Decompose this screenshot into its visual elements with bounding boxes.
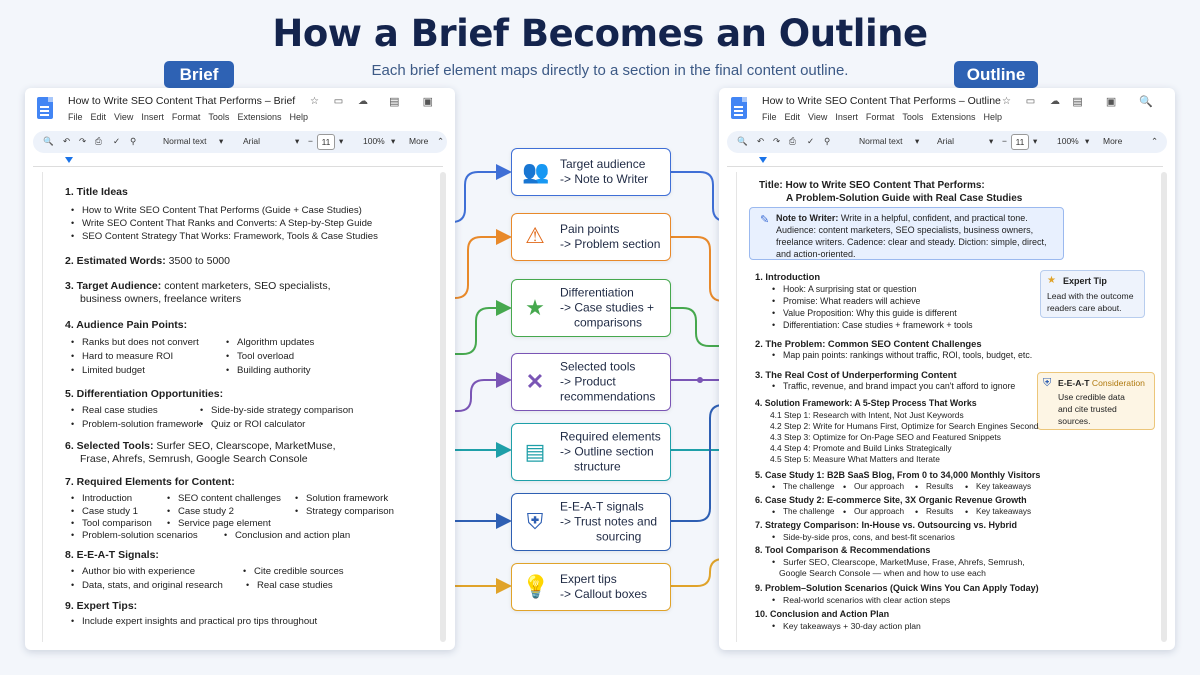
chevron-up-icon[interactable]: ⌃ xyxy=(1151,136,1159,146)
list-item: • Traffic, revenue, and brand impact you can't afford to ignore xyxy=(783,381,1015,391)
outline-section-1: 1. Introduction xyxy=(755,271,821,282)
comment-present-search-icons[interactable]: ▤ ▣ 🔍 xyxy=(1072,96,1163,108)
mapping-selected-tools xyxy=(511,353,671,411)
expert-tip-line-2: readers care about. xyxy=(1047,303,1122,313)
note-to-writer-box xyxy=(749,207,1064,260)
expert-tip-callout xyxy=(1040,270,1145,318)
list-item: • Data, stats, and original research xyxy=(82,579,223,593)
lightbulb-icon: 💡 xyxy=(522,574,550,599)
font-select[interactable]: Arial xyxy=(243,136,261,146)
brief-audience-cont: business owners, freelance writers xyxy=(80,293,242,305)
list-item: • Conclusion and action plan xyxy=(235,529,350,543)
outline-title: Title: How to Write SEO Content That Performs: xyxy=(759,180,985,191)
outline-section-8: 8. Tool Comparison & Recommendations xyxy=(755,545,931,555)
list-item: • Map pain points: rankings without traffic, ROI, tools, budget, etc. xyxy=(783,350,1032,360)
list-item: 4.3 Step 3: Optimize for On-Page SEO and Featured Snippets xyxy=(770,432,1001,442)
outline-title-cont: A Problem-Solution Guide with Real Case Studies xyxy=(786,193,1023,204)
brief-scrollbar[interactable] xyxy=(440,172,446,642)
menu-view[interactable]: View xyxy=(114,112,134,122)
paint-format-icon[interactable]: ⚲ xyxy=(824,136,831,146)
list-item: • Case study 2 xyxy=(178,505,234,519)
brief-doc-name[interactable]: How to Write SEO Content That Performs – Brief xyxy=(68,95,296,107)
eeat-line-1: Use credible data xyxy=(1058,392,1125,402)
list-item: • Service page element xyxy=(178,517,271,531)
eeat-title: E-E-A-T Consideration xyxy=(1058,378,1145,388)
eeat-consideration-callout xyxy=(1037,372,1155,430)
outline-tag: Outline xyxy=(954,61,1038,88)
list-item: • The challenge xyxy=(783,507,834,516)
spellcheck-icon[interactable]: ✓ xyxy=(113,136,121,146)
menu-help[interactable]: Help xyxy=(289,112,308,122)
outline-section-2: 2. The Problem: Common SEO Content Challenges xyxy=(755,338,982,349)
list-item: • Author bio with experience xyxy=(82,565,195,579)
brief-tools: 6. Selected Tools: Surfer SEO, Clearscope, MarketMuse, xyxy=(65,440,336,452)
brief-pain-heading: 4. Audience Pain Points: xyxy=(65,319,188,331)
shield-icon: ⛨ xyxy=(526,509,544,534)
mapping-eeat-signals xyxy=(511,493,671,551)
mapping-required-elements xyxy=(511,423,671,481)
list-item: 4.4 Step 4: Promote and Build Links Strategically xyxy=(770,443,952,453)
style-select[interactable]: Normal text xyxy=(859,136,903,146)
mapping-label: Expert tips -> Callout boxes xyxy=(560,572,648,601)
docs-icon[interactable] xyxy=(731,97,747,119)
menu-format[interactable]: Format xyxy=(865,112,895,122)
chevron-down-icon[interactable]: ▾ xyxy=(915,136,920,146)
star-folder-cloud-icons[interactable]: ☆ ▭ ☁ xyxy=(1002,96,1066,107)
outline-ruler xyxy=(727,157,1163,167)
undo-icon[interactable]: ↶ xyxy=(63,136,71,146)
brief-required-heading: 7. Required Elements for Content: xyxy=(65,476,235,488)
mapping-differentiation xyxy=(511,279,671,337)
brief-tips-heading: 9. Expert Tips: xyxy=(65,600,138,612)
menu-insert[interactable]: Insert xyxy=(141,112,164,122)
note-line-2: Audience: content marketers, SEO specialists, business owners, xyxy=(776,225,1034,235)
menu-extensions[interactable]: Extensions xyxy=(931,112,976,122)
plus-icon[interactable]: ▾ xyxy=(1033,136,1038,146)
list-item: • Tool comparison xyxy=(82,517,152,531)
outline-section-10: 10. Conclusion and Action Plan xyxy=(755,609,890,619)
list-item: • Solution framework xyxy=(306,492,388,506)
list-item: • Real case studies xyxy=(257,579,333,593)
pencil-icon: ✎ xyxy=(760,214,770,226)
brief-words: 2. Estimated Words: 3500 to 5000 xyxy=(65,255,230,267)
list-item: • Side-by-side pros, cons, and best-fit scenarios xyxy=(783,532,955,542)
list-item: • Hook: A surprising stat or question xyxy=(783,284,917,294)
menu-file[interactable]: File xyxy=(762,112,777,122)
expert-tip-line-1: Lead with the outcome xyxy=(1047,291,1134,301)
list-item: • Problem-solution framework xyxy=(82,418,201,432)
brief-tools-cont: Frase, Ahrefs, Semrush, Google Search Console xyxy=(80,453,308,465)
search-icon[interactable]: 🔍 xyxy=(737,136,748,146)
list-item: • SEO content challenges xyxy=(178,492,281,506)
zoom-select[interactable]: 100% xyxy=(363,136,385,146)
redo-icon[interactable]: ↷ xyxy=(79,136,87,146)
list-item: • Promise: What readers will achieve xyxy=(783,296,920,306)
minus-icon[interactable]: − xyxy=(308,136,313,146)
expert-tip-title: Expert Tip xyxy=(1063,276,1107,286)
chevron-down-icon[interactable]: ▾ xyxy=(295,136,300,146)
outline-scrollbar[interactable] xyxy=(1161,172,1167,642)
plus-icon[interactable]: ▾ xyxy=(339,136,344,146)
brief-ruler xyxy=(33,157,443,167)
mapping-label: E-E-A-T signals -> Trust notes and sourcing xyxy=(560,499,658,544)
indent-marker[interactable] xyxy=(65,157,73,163)
print-icon[interactable]: ⎙ xyxy=(95,136,102,146)
mapping-label: Selected tools -> Product recommendations xyxy=(560,359,656,404)
brief-vertical-ruler xyxy=(33,172,43,642)
star-folder-cloud-icons[interactable]: ☆ ▭ ☁ xyxy=(310,96,374,107)
paint-format-icon[interactable]: ⚲ xyxy=(130,136,137,146)
chevron-down-icon[interactable]: ▾ xyxy=(1085,136,1090,146)
mapping-target-audience xyxy=(511,148,671,196)
menu-edit[interactable]: Edit xyxy=(784,112,801,122)
list-item: • Key takeaways xyxy=(976,482,1031,491)
eeat-line-3: sources. xyxy=(1058,416,1091,426)
mapping-label: Pain points -> Problem section xyxy=(560,222,661,251)
comment-present-icons[interactable]: ▤ ▣ xyxy=(389,96,443,108)
brief-menubar xyxy=(68,112,316,122)
list-item: • Our approach xyxy=(854,482,904,491)
list-item: • Value Proposition: Why this guide is different xyxy=(783,308,957,318)
list-item: • Building authority xyxy=(237,364,311,378)
list-item: • Cite credible sources xyxy=(254,565,344,579)
brief-title-ideas-heading: 1. Title Ideas xyxy=(65,186,128,198)
list-item: 4.1 Step 1: Research with Intent, Not Just Keywords xyxy=(770,410,964,420)
list-item: • Introduction xyxy=(82,492,132,506)
font-size-field[interactable]: 11 xyxy=(317,134,335,150)
list-item: • Algorithm updates xyxy=(237,336,314,350)
menu-format[interactable]: Format xyxy=(171,112,201,122)
redo-icon[interactable]: ↷ xyxy=(773,136,781,146)
list-item: • Results xyxy=(926,482,953,491)
menu-edit[interactable]: Edit xyxy=(90,112,107,122)
chevron-down-icon[interactable]: ▾ xyxy=(989,136,994,146)
list-item: • Results xyxy=(926,507,953,516)
font-select[interactable]: Arial xyxy=(937,136,955,146)
mapping-label: Differentiation -> Case studies + comparisons xyxy=(560,285,655,330)
menu-insert[interactable]: Insert xyxy=(835,112,858,122)
menu-file[interactable]: File xyxy=(68,112,83,122)
more-button[interactable]: More xyxy=(409,136,429,146)
list-item: • How to Write SEO Content That Performs (Guide + Case Studies) xyxy=(82,204,362,218)
brief-toolbar xyxy=(33,131,447,153)
list-item: • Include expert insights and practical pro tips throughout xyxy=(82,615,317,629)
brief-diff-heading: 5. Differentiation Opportunities: xyxy=(65,388,224,400)
style-select[interactable]: Normal text xyxy=(163,136,207,146)
brief-document xyxy=(25,88,455,650)
list-item: 4.2 Step 2: Write for Humans First, Optimize for Search Engines Second xyxy=(770,421,1039,431)
warning-icon: ⚠ xyxy=(525,223,545,248)
list-item: • Key takeaways + 30-day action plan xyxy=(783,621,921,631)
zoom-select[interactable]: 100% xyxy=(1057,136,1079,146)
outline-doc-name[interactable]: How to Write SEO Content That Performs – Outline xyxy=(762,95,1001,107)
list-item: • Differentiation: Case studies + framework + tools xyxy=(783,320,973,330)
note-line-1: Note to Writer: Write in a helpful, confident, and practical tone. xyxy=(776,213,1028,223)
mapping-label: Target audience -> Note to Writer xyxy=(560,157,649,186)
brief-eeat-heading: 8. E-E-A-T Signals: xyxy=(65,549,159,561)
docs-icon[interactable] xyxy=(37,97,53,119)
list-item: • Key takeaways xyxy=(976,507,1031,516)
indent-marker[interactable] xyxy=(759,157,767,163)
list-item: • Real-world scenarios with clear action steps xyxy=(783,595,950,605)
list-item: • Tool overload xyxy=(237,350,294,364)
dot-tools-out xyxy=(697,377,703,383)
outline-vertical-ruler xyxy=(727,172,737,642)
mapping-pain-points xyxy=(511,213,671,261)
menu-help[interactable]: Help xyxy=(983,112,1002,122)
document-icon: ▤ xyxy=(524,439,546,464)
more-button[interactable]: More xyxy=(1103,136,1123,146)
list-item: • Side-by-side strategy comparison xyxy=(211,404,353,418)
brief-audience: 3. Target Audience: content marketers, SEO specialists, xyxy=(65,280,331,292)
list-item: • Our approach xyxy=(854,507,904,516)
list-item: • Real case studies xyxy=(82,404,158,418)
mapping-expert-tips xyxy=(511,563,671,611)
outline-section-3: 3. The Real Cost of Underperforming Content xyxy=(755,369,957,380)
outline-menubar xyxy=(762,112,1010,122)
list-item: • Problem-solution scenarios xyxy=(82,529,198,543)
list-item: • Strategy comparison xyxy=(306,505,394,519)
chevron-down-icon[interactable]: ▾ xyxy=(219,136,224,146)
outline-title-bar xyxy=(719,88,1175,128)
list-item: • Surfer SEO, Clearscope, MarketMuse, Frase, Ahrefs, Semrush, xyxy=(783,557,1025,567)
list-item: 4.5 Step 5: Measure What Matters and Iterate xyxy=(770,454,940,464)
list-item: • Quiz or ROI calculator xyxy=(211,418,305,432)
list-item: • Case study 1 xyxy=(82,505,138,519)
list-item: • SEO Content Strategy That Works: Framework, Tools & Case Studies xyxy=(82,230,378,244)
shield-icon: ⛨ xyxy=(1043,377,1052,389)
list-item-cont: Google Search Console — when and how to use each xyxy=(779,568,986,578)
chevron-up-icon[interactable]: ⌃ xyxy=(437,136,445,146)
menu-extensions[interactable]: Extensions xyxy=(237,112,282,122)
mapping-label: Required elements -> Outline section structure xyxy=(560,429,661,474)
eeat-line-2: and cite trusted xyxy=(1058,404,1117,414)
tools-icon: ✕ xyxy=(525,369,545,394)
star-icon: ★ xyxy=(525,295,545,320)
font-size-field[interactable]: 11 xyxy=(1011,134,1029,150)
outline-section-5: 5. Case Study 1: B2B SaaS Blog, From 0 to 34,000 Monthly Visitors xyxy=(755,470,1041,480)
list-item: • Ranks but does not convert xyxy=(82,336,199,350)
minus-icon[interactable]: − xyxy=(1002,136,1007,146)
outline-section-7: 7. Strategy Comparison: In-House vs. Outsourcing vs. Hybrid xyxy=(755,520,1018,530)
list-item: • Hard to measure ROI xyxy=(82,350,173,364)
menu-view[interactable]: View xyxy=(808,112,828,122)
undo-icon[interactable]: ↶ xyxy=(757,136,765,146)
page-title: How a Brief Becomes an Outline xyxy=(272,12,928,55)
outline-section-9: 9. Problem–Solution Scenarios (Quick Wins You Can Apply Today) xyxy=(755,583,1039,593)
people-icon: 👥 xyxy=(522,159,550,184)
brief-title-bar xyxy=(25,88,455,128)
list-item: • Write SEO Content That Ranks and Converts: A Step-by-Step Guide xyxy=(82,217,372,231)
menu-tools[interactable]: Tools xyxy=(208,112,230,122)
list-item: • The challenge xyxy=(783,482,834,491)
brief-tag: Brief xyxy=(164,61,234,88)
outline-section-6: 6. Case Study 2: E-commerce Site, 3X Organic Revenue Growth xyxy=(755,495,1027,505)
outline-toolbar xyxy=(727,131,1167,153)
note-line-4: and action-oriented. xyxy=(776,249,856,259)
star-icon: ★ xyxy=(1047,275,1056,286)
search-icon[interactable]: 🔍 xyxy=(43,136,54,146)
menu-tools[interactable]: Tools xyxy=(902,112,924,122)
print-icon[interactable]: ⎙ xyxy=(789,136,796,146)
spellcheck-icon[interactable]: ✓ xyxy=(807,136,815,146)
outline-section-4: 4. Solution Framework: A 5-Step Process That Works xyxy=(755,398,977,408)
chevron-down-icon[interactable]: ▾ xyxy=(391,136,396,146)
list-item: • Limited budget xyxy=(82,364,145,378)
page-subtitle: Each brief element maps directly to a section in the final content outline. xyxy=(371,62,849,79)
note-line-3: freelance writers. Cadence: clear and steady. Diction: simple, direct, xyxy=(776,237,1047,247)
